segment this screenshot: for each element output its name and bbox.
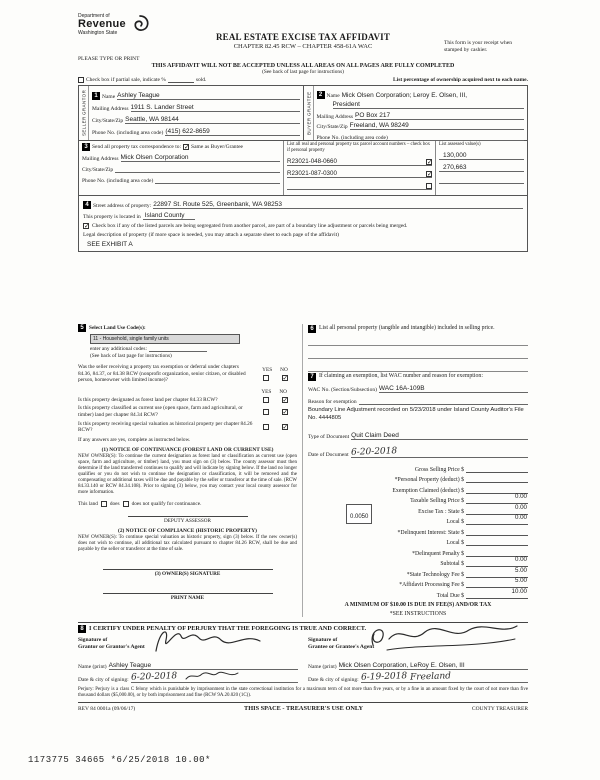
legal-description-label: Legal description of property (if more space is needed, you may attach a separate sheet to each page of the affidavit)	[83, 232, 339, 238]
notice-compliance-text: NEW OWNER(S): To continue special valuation as historic property, sign (3) below. If the new owner(s) does not wish to continue, all additional tax calculated pursuant to chapter 84.26 RCW, shall be due and payable by the seller or transferor at the time of sale.	[78, 534, 297, 552]
land-use-section	[78, 324, 302, 617]
parcel-row	[287, 168, 432, 178]
logo-state-line: Washington State	[78, 30, 118, 36]
treasurer-space-label: THIS SPACE - TREASURER'S USE ONLY	[244, 704, 364, 712]
owner-signature-label: (3) OWNER(S) SIGNATURE	[154, 570, 221, 577]
personal-property-blank-line	[308, 359, 528, 372]
grantee-signing-city: Freeland	[409, 670, 452, 683]
parcel-3-checkbox	[426, 183, 432, 189]
see-back-note: (See back of last page for instructions)	[262, 69, 344, 75]
amount-label: *State Technology Fee $	[406, 571, 464, 578]
this-land-label: This land	[78, 500, 98, 507]
seller-name-value: Ashley Teague	[117, 92, 160, 99]
logo-revenue-line: Revenue	[78, 18, 126, 30]
does-label: does	[109, 500, 120, 507]
grantor-signature-label-2: Grantor or Grantor's Agent	[78, 643, 145, 650]
print-name-line	[78, 593, 297, 601]
deferral-question-row	[78, 364, 297, 384]
form-chapter: CHAPTER 82.45 RCW – CHAPTER 458-61A WAC	[233, 43, 373, 50]
middle-columns	[78, 324, 528, 617]
document-date-value: 6-20-2018	[350, 446, 397, 458]
grantee-signature-cell	[308, 637, 528, 657]
yes-header: YES	[261, 388, 272, 395]
section-1-number: 1	[92, 92, 100, 100]
form-header	[78, 12, 528, 56]
corr-phone-label: Phone No. (including area code)	[82, 178, 154, 184]
exemption-claim-label: If claiming an exemption, list WAC number and reason for exemption:	[319, 373, 483, 379]
additional-codes-label: enter any additional codes:	[90, 346, 147, 352]
no-header: NO	[279, 388, 287, 395]
document-date-label: Date of Document	[308, 452, 349, 459]
amount-label: Excise Tax : State $	[418, 508, 464, 515]
does-not-label: does not qualify for continuance.	[131, 500, 202, 507]
notice-continuance-title: (1) NOTICE OF CONTINUANCE (FOREST LAND OR CURRENT USE)	[101, 446, 274, 453]
land-use-code-value: 11 - Household, single family units	[93, 336, 169, 342]
amount-label: Taxable Selling Price $	[410, 498, 464, 505]
assessed-value-1: 130,000	[443, 151, 467, 159]
reason-label: Reason for exemption	[308, 399, 357, 405]
affidavit-form	[78, 12, 528, 712]
corr-city-label: City/State/Zip	[82, 167, 114, 173]
minimum-due-note: A MINIMUM OF $10.00 IS DUE IN FEE(S) AND/OR TAX	[344, 601, 492, 608]
send-correspondence-label: Send all property tax correspondence to:	[92, 144, 182, 150]
grantee-signature-label-2: Grantee or Grantee's Agent	[308, 643, 375, 650]
assessed-value-2: 270,663	[443, 163, 467, 171]
amount-label: *Delinquent Interest: State $	[397, 529, 464, 536]
land-qualify-row	[78, 501, 297, 507]
personal-property-label: List all personal property (tangible and intangible) included in selling price.	[319, 325, 495, 331]
amount-label: Exemption Claimed (deduct) $	[392, 487, 464, 494]
seller-address-label: Mailing Address	[92, 106, 129, 112]
document-type-label: Type of Document	[308, 434, 350, 441]
certify-statement: I CERTIFY UNDER PENALTY OF PERJURY THAT THE FOREGOING IS TRUE AND CORRECT.	[89, 625, 367, 633]
grantor-signature	[150, 621, 270, 659]
buyer-address-value: PO Box 217	[355, 111, 391, 119]
buyer-name-value: Mick Olsen Corporation; Leroy E. Olsen, III,	[341, 91, 467, 99]
buyer-name-value-2: President	[332, 101, 360, 108]
land-use-code-select	[90, 334, 240, 344]
buyer-section	[304, 85, 529, 141]
section-7-number: 7	[308, 373, 316, 381]
rev-number: REV 84 0001a (09/06/17)	[78, 705, 136, 712]
legal-description-value: SEE EXHIBIT A	[87, 241, 133, 248]
forest-yes-checkbox	[263, 397, 269, 403]
amount-label: *Affidavit Processing Fee $	[399, 582, 464, 589]
buyer-name-label: Name	[326, 92, 340, 99]
correspondence-section	[79, 141, 284, 195]
current-use-no-checkbox: ✓	[282, 408, 288, 417]
seller-city-value: Seattle, WA 98144	[125, 116, 179, 123]
parcel-number-1: R23021-048-0660	[287, 157, 337, 165]
seller-section	[78, 85, 304, 141]
parcel-header: List all real and personal property tax parcel account numbers – check box if personal property	[287, 142, 431, 153]
grantee-signature-label-1: Signature of	[308, 636, 338, 643]
wac-label: WAC No. (Section/Subsection)	[308, 387, 377, 393]
deferral-yes-checkbox	[263, 375, 269, 381]
parcel-number-2: R23021-087-0300	[287, 169, 337, 177]
parcel-2-checkbox: ✓	[427, 169, 433, 178]
buyer-city-value: Freeland, WA 98249	[349, 122, 409, 129]
grantee-word: GRANTEE	[306, 91, 311, 117]
personal-property-blank-line	[308, 333, 528, 346]
buyer-city-label: City/State/Zip	[316, 124, 348, 130]
current-use-question-row	[78, 405, 297, 418]
print-name-label: PRINT NAME	[170, 594, 205, 601]
section-5-number: 5	[78, 324, 86, 332]
grantor-signature-label-1: Signature of	[78, 636, 108, 643]
amount-label: *Personal Property (deduct) $	[394, 477, 464, 484]
deputy-assessor-line	[78, 516, 297, 524]
corr-address-value: Mick Olsen Corporation	[120, 154, 189, 161]
deputy-assessor-label: DEPUTY ASSESSOR	[164, 517, 211, 524]
section-4-number: 4	[83, 201, 91, 209]
local-rate-box	[346, 504, 372, 524]
grantor-word: GRANTOR	[81, 90, 87, 116]
amounts-table	[308, 462, 528, 599]
tax-computation-column	[302, 324, 528, 617]
local-rate-value: 0.0050	[350, 514, 369, 521]
assessed-values-header: List assessed value(s)	[439, 142, 481, 147]
amount-value: 0.00	[514, 503, 527, 511]
bottom-bar	[78, 702, 528, 712]
grantor-signature-cell	[78, 637, 298, 657]
amount-value: 5.00	[514, 566, 527, 574]
reason-value: Boundary Line Adjustment recorded on 5/23/2018 under Island County Auditor's File No. 4444805	[308, 407, 524, 421]
forest-question: Is this property designated as forest land per chapter 84.33 RCW?	[78, 396, 218, 403]
partial-sale-row	[78, 77, 528, 83]
grantor-name-print-value: Ashley Teague	[108, 661, 152, 669]
seller-word: SELLER	[81, 116, 87, 136]
partial-sale-suffix: sold.	[195, 77, 207, 83]
receipt-note: This form is your receipt when stamped by cashier.	[444, 40, 512, 54]
does-not-checkbox	[123, 501, 129, 507]
historic-yes-checkbox	[263, 424, 269, 430]
grantor-date-city-label: Date & city of signing:	[78, 676, 129, 683]
parcel-row-empty	[287, 180, 432, 190]
land-use-see-back: (See back of last page for instructions)	[90, 353, 172, 359]
grantee-date-city-label: Date & city of signing:	[308, 676, 359, 683]
seller-address-value: 1911 S. Lander Street	[130, 104, 194, 111]
buyer-address-label: Mailing Address	[316, 113, 354, 120]
seller-city-label: City/State/Zip	[92, 118, 124, 124]
same-as-buyer-label: Same as Buyer/Grantee	[191, 144, 243, 150]
amount-value: 5.00	[514, 577, 527, 585]
grantee-signature	[363, 619, 523, 659]
partial-sale-blank	[168, 78, 194, 83]
form-title: REAL ESTATE EXCISE TAX AFFIDAVIT	[215, 32, 391, 42]
warning-line: THIS AFFIDAVIT WILL NOT BE ACCEPTED UNLESS ALL AREAS ON ALL PAGES ARE FULLY COMPLETED	[151, 63, 455, 69]
amount-label: *Delinquent Penalty $	[412, 550, 464, 557]
buyer-side-label	[304, 86, 314, 140]
type-or-print-note: PLEASE TYPE OR PRINT	[78, 56, 140, 62]
partial-sale-label: Check box if partial sale, indicate %	[86, 77, 166, 83]
grantor-signing-date: 6-20-2018	[130, 670, 178, 683]
seller-phone-value: (415) 622-8659	[165, 128, 210, 135]
document-type-value: Quit Claim Deed	[351, 432, 399, 440]
seller-name-label: Name	[102, 94, 116, 100]
notice-continuance-text: NEW OWNER(S): To continue the current designation as forest land or classification as current use (open space, farm and agriculture, or timber) land, you must sign on (3) below. The county assessor must then determine if the land transferred continues to qualify and will indicate by signing below. If the land no longer qualifies or you do not wish to continue the designation or classification, it will be removed and the compensating or additional taxes will be due and payable by the seller or transferor at the time of sale. (RCW 84.33.140 or RCW 84.34.108). Prior to signing (3) below, you may contact your local county assessor for more information.	[78, 453, 297, 496]
owner-signature-line	[78, 569, 297, 577]
section-3-number: 3	[82, 143, 90, 151]
amount-value: 0.00	[514, 514, 527, 522]
buyer-word: BUYER	[306, 117, 311, 135]
street-address-label: Street address of property:	[93, 203, 152, 209]
forest-no-checkbox: ✓	[282, 396, 288, 405]
amount-label: Subtotal $	[440, 561, 464, 568]
print-name-rule	[103, 593, 273, 594]
logo-dept-line: Department of	[78, 13, 110, 19]
historic-question: Is this property receiving special valuation as historical property per chapter 84.26 RCW?	[78, 420, 253, 434]
additional-codes-blank	[149, 347, 207, 352]
forest-question-row	[78, 397, 297, 404]
parcel-1-checkbox: ✓	[427, 157, 433, 166]
seller-side-label	[79, 86, 89, 140]
cashier-stamp: 1173775 34665 *6/25/2018 10.00*	[28, 755, 211, 765]
county-treasurer-label: COUNTY TREASURER	[471, 705, 528, 712]
amount-label: Local $	[446, 519, 464, 526]
parcel-list	[284, 141, 436, 195]
seller-phone-label: Phone No. (including area code)	[92, 130, 164, 136]
no-header: NO	[280, 366, 288, 373]
grantor-name-print-label: Name (print)	[78, 663, 107, 670]
grantee-name-print-label: Name (print)	[308, 663, 337, 670]
street-address-value: 22897 St. Route 525, Greenbank, WA 98253	[153, 201, 282, 208]
current-use-question: Is this property classified as current use (open space, farm and agricultural, or timber) land per chapter 84.34 RCW?	[78, 405, 243, 419]
located-in-label: This property is located in	[83, 214, 141, 220]
amount-label: Local $	[446, 540, 464, 547]
assessed-value-row	[439, 150, 524, 160]
parties-row	[78, 85, 528, 141]
historic-no-checkbox: ✓	[282, 423, 288, 432]
section-6-number: 6	[308, 325, 316, 333]
does-checkbox	[101, 501, 107, 507]
correspondence-row	[78, 141, 528, 196]
corr-address-label: Mailing Address	[82, 156, 119, 162]
property-section	[78, 196, 528, 252]
segregated-label: Check box if any of the listed parcels are being segregated from another parcel, are part of a boundary line adjustment or parcels being merged.	[92, 223, 408, 229]
amount-value: 0.00	[514, 493, 527, 501]
assessed-value-row-empty	[439, 174, 524, 184]
historic-question-row	[78, 421, 297, 434]
grantor-city-handwriting	[184, 670, 240, 682]
segregated-checkbox: ✓	[84, 222, 90, 230]
amount-label: Gross Selling Price $	[414, 466, 464, 473]
amount-value: 0.00	[514, 556, 527, 564]
section-2-number: 2	[317, 91, 325, 99]
owner-signature-rule	[103, 569, 273, 570]
grantee-name-print-value: Mick Olsen Corporation, LeRoy E. Olsen, III	[338, 661, 465, 669]
partial-sale-checkbox	[78, 77, 84, 83]
see-instructions-note: *SEE INSTRUCTIONS	[389, 610, 447, 617]
if-yes-note: If any answers are yes, complete as instructed below.	[78, 436, 191, 443]
yes-header: YES	[262, 366, 273, 373]
land-use-select-label: Select Land Use Code(s):	[89, 325, 146, 331]
notice-compliance-title: (2) NOTICE OF COMPLIANCE (HISTORIC PROPERTY)	[118, 527, 257, 534]
current-use-yes-checkbox	[263, 409, 269, 415]
legal-description-blank-area	[78, 252, 528, 322]
deferral-question: Was the seller receiving a property tax exemption or deferral under chapters 84.36, 84.37, or 84.38 RCW (nonprofit organization, senior citizen, or disabled person, homeowner with limited income)?	[78, 364, 246, 384]
located-county-value: Island County	[143, 212, 195, 220]
assessed-values-list	[436, 141, 527, 195]
ownership-note: List percentage of ownership acquired next to each name.	[393, 77, 528, 83]
deputy-assessor-rule	[128, 516, 248, 517]
deferral-no-checkbox: ✓	[282, 373, 288, 382]
buyer-phone-label: Phone No. (including area code)	[316, 134, 388, 141]
amount-label: Total Due $	[436, 592, 464, 599]
parcel-row	[287, 156, 432, 166]
grantee-signing-date: 6-19-2018	[360, 670, 408, 683]
certify-section	[78, 622, 528, 699]
amount-value: 10.00	[511, 587, 527, 595]
section-8-number: 8	[78, 625, 86, 633]
personal-property-blank-line	[308, 346, 528, 359]
assessed-value-row	[439, 162, 524, 172]
perjury-note: Perjury: Perjury is a class C felony which is punishable by imprisonment in the state correctional institution for a maximum term of not more than five years, or by a fine in an amount fixed by the court of not more than five thousand dollars ($5,000.00), or by both imprisonment and fine (RCW 9A.20.020 (1C)).	[78, 686, 528, 698]
same-as-buyer-checkbox: ✓	[184, 143, 190, 151]
wac-value: WAC 16A-109B	[378, 385, 425, 392]
